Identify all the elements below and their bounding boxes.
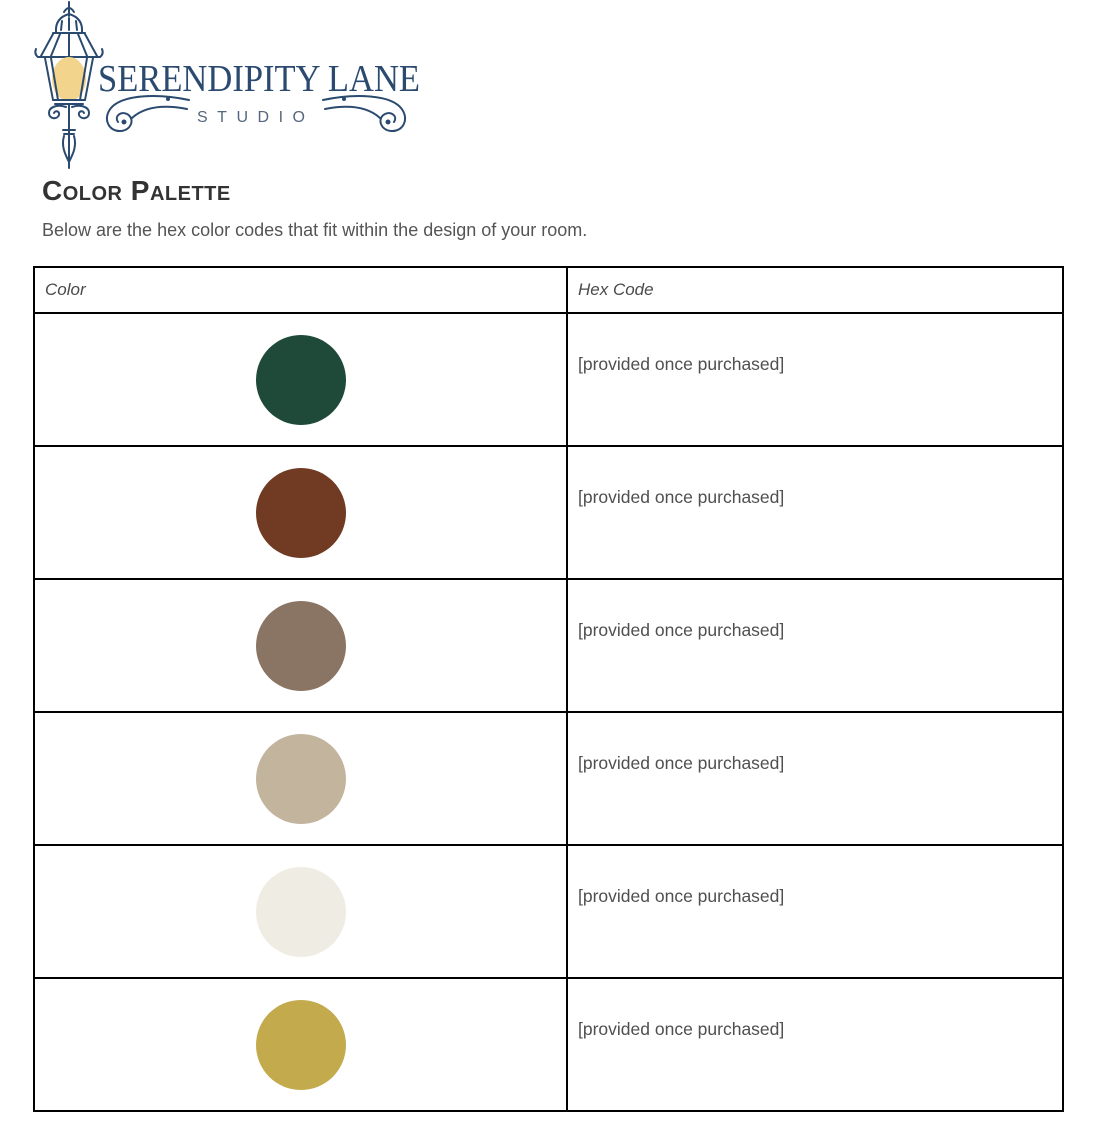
color-swatch bbox=[256, 468, 346, 558]
column-header-color: Color bbox=[34, 267, 567, 313]
color-swatch bbox=[256, 1000, 346, 1090]
swatch-cell bbox=[34, 313, 567, 446]
hex-code-cell: [provided once purchased] bbox=[567, 313, 1063, 446]
color-swatch bbox=[256, 734, 346, 824]
hex-code-cell: [provided once purchased] bbox=[567, 978, 1063, 1111]
table-row bbox=[34, 978, 1063, 1111]
table-header-row bbox=[34, 267, 1063, 313]
column-header-hex-code: Hex Code bbox=[567, 267, 1063, 313]
swatch-cell bbox=[34, 978, 567, 1111]
swatch-cell bbox=[34, 579, 567, 712]
flourish-left-icon bbox=[107, 96, 189, 131]
brand-name: SERENDIPITY LANE bbox=[98, 58, 420, 100]
logo-graphic bbox=[0, 0, 440, 170]
table-row bbox=[34, 313, 1063, 446]
color-palette-table bbox=[33, 266, 1064, 1112]
hex-code-cell: [provided once purchased] bbox=[567, 579, 1063, 712]
page-title: Color Palette bbox=[42, 175, 231, 206]
color-swatch bbox=[256, 601, 346, 691]
swatch-cell bbox=[34, 845, 567, 978]
hex-code-cell: [provided once purchased] bbox=[567, 712, 1063, 845]
flourish-right-icon bbox=[323, 96, 405, 131]
table-row bbox=[34, 712, 1063, 845]
brand-subtitle: STUDIO bbox=[197, 109, 311, 126]
color-swatch bbox=[256, 335, 346, 425]
hex-code-cell: [provided once purchased] bbox=[567, 446, 1063, 579]
table-row bbox=[34, 845, 1063, 978]
hex-code-cell: [provided once purchased] bbox=[567, 845, 1063, 978]
swatch-cell bbox=[34, 712, 567, 845]
table-row bbox=[34, 579, 1063, 712]
color-swatch bbox=[256, 867, 346, 957]
brand-logo bbox=[0, 0, 1096, 170]
intro-text: Below are the hex color codes that fit within the design of your room. bbox=[42, 220, 588, 241]
table-row bbox=[34, 446, 1063, 579]
swatch-cell bbox=[34, 446, 567, 579]
lantern-icon bbox=[35, 2, 102, 168]
